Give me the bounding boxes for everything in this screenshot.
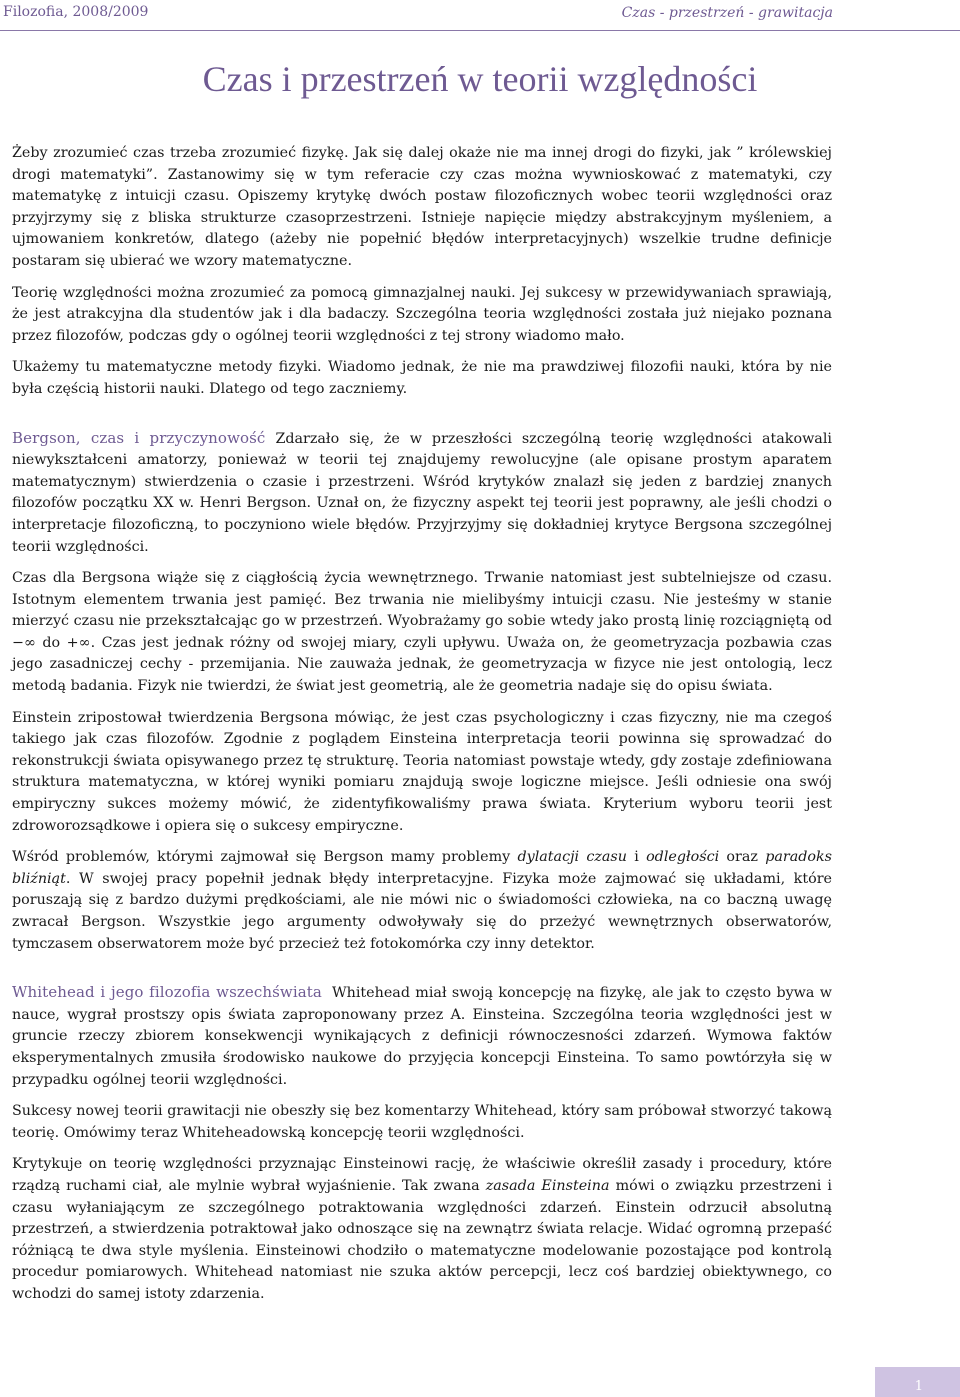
section-whitehead-paragraph-2: Sukcesy nowej teorii grawitacji nie obeszły się bez komentarzy Whitehead, który sam próbował stworzyć takową teorię. Omówimy teraz Whiteheadowską koncepcję teorii względności. [12,1103,832,1141]
text-run: mówi o związku przestrzeni i czasu wyłaniającym ze szczególnego potraktowania względności zdarzeń. Einstein odrzucił absolutną przestrzeń, a stwierdzenia potraktował jako odnoszące się na zewnątrz świata relacje. Widać ogromną przepaść różniącą te dwa style myślenia. Einsteinowi chodziło o matematyczne modelowanie pozostające pod kontrolą procedur pomiarowych. Whitehead natomiast nie szuka aktów percepcji, lecz coś bardziej obiektywnego, co wchodzi do samej istoty zdarzenia. [12,1177,832,1302]
page-number: 1 [914,1379,923,1394]
emphasis-term: paradoks bliźniąt [12,849,832,887]
text-run: Krytykuje on teorię względności przyznając Einsteinowi rację, że właściwie określił zasady i procedury, które rządzą ruchami ciał, ale mylnie wybrał wyjaśnienie. Tak zwana [12,1156,832,1194]
emphasis-term: odległości [646,849,720,866]
text-run: . W swojej pracy popełnił jednak błędy interpretacyjne. Fizyka może zajmować się układami, które poruszają się z bardzo dużymi prędkościami, ale nie mówi nic o świadomości człowieka, na co baczną uwagę zwracał Bergson. Wszystkie jego argumenty odwoływały się do przeżyć wewnętrznych obserwatorów, tymczasem obserwatorem może być przecież też fotokomórka czy inny detektor. [12,870,832,952]
section-bergson-paragraph-1 [12,428,832,559]
document-title: Czas i przestrzeń w teorii względności [202,59,758,99]
emphasis-term: dylatacji czasu [517,849,627,866]
intro-paragraph-1: Żeby zrozumieć czas trzeba zrozumieć fizykę. Jak się dalej okaże nie ma innej drogi do fizyki, jak ” królewskiej drogi matematyki”. Zastanowimy się w tym referacie czy czas można wywnioskować z matematyki, czy matematykę z intuicji czasu. Opiszemy krytykę dwóch postaw filozoficznych wobec teorii względności oraz przyjrzymy się z bliska strukturze czasoprzestrzeni. Istnieje napięcie między abstrakcyjnym myśleniem, a ujmowaniem konkretów, dlatego (ażeby nie popełnić błędów interpretacyjnych) wszelkie trudne definicje postaram się ubierać we wzory matematyczne. [12,145,832,269]
header-rule [0,30,960,31]
intro-paragraph-2: Teorię względności można zrozumieć za pomocą gimnazjalnej nauki. Jej sukcesy w przewidywaniach sprawiają, że jest atrakcyjna dla studentów jak i dla badaczy. Szczególna teoria względności została już niejako poznana przez filozofów, podczas gdy o ogólnej teorii względności z tej strony wiadomo mało. [12,284,832,344]
text-run: i [626,849,647,866]
section-whitehead-paragraph-3 [12,1154,832,1305]
header-topic: Czas - przestrzeń - grawitacja [621,5,833,21]
page-number-box [875,1367,960,1397]
document-body [12,143,832,1316]
text-run: Wśród problemów, którymi zajmował się Bergson mamy problemy [12,849,518,866]
section-bergson-paragraph-4 [12,847,832,955]
running-header [0,2,960,24]
section-whitehead-text-1: Whitehead miał swoją koncepcję na fizykę, ale jak to często bywa w nauce, wygrał prostszy opis świata zaproponowany przez A. Einsteina. Szczególna teoria względności jest w gruncie rzeczy zbiorem konsekwencji wynikających z definicji równoczesności zdarzeń. Wymowa faktów eksperymentalnych zmusiła środowisko naukowe do przyjęcia koncepcji Einsteina. To samo powtórzyła się w przypadku ogólnej teorii względności. [12,985,832,1088]
section-bergson-paragraph-3: Einstein zripostował twierdzenia Bergsona mówiąc, że jest czas psychologiczny i czas fizyczny, nie ma czegoś takiego jak czas filozofów. Zgodnie z poglądem Einsteina interpretacja teorii powinna się sprowadzać do rekonstrukcji świata opisywanego przez tę strukturę. Teoria natomiast powstaje wtedy, gdy zostaje zdefiniowana struktura matematyczna, w której wyniki pomiaru znajdują swoje logiczne miejsce. Jeśli odniesie ona swój empiryczny sukces możemy mówić, że zidentyfikowaliśmy prawa świata. Kryterium wyboru teorii jest zdroworozsądkowe i opiera się o sukcesy empiryczne. [12,709,832,834]
section-bergson-text-1: Zdarzało się, że w przeszłości szczególną teorię względności atakowali niewykształceni amatorzy, ponieważ w teorii tej znajdujemy rewolucyjne (ale opisane prostym aparatem matematycznym) stwierdzenia o czasie i przestrzeni. Wśród krytyków znalazł się jeden z bardziej znanych filozofów początku XX w. Henri Bergson. Uznał on, że fizyczny aspekt tej teorii jest poprawny, ale jeśli chodzi o interpretacje filozoficzną, to poczyniono wiele błędów. Przyjrzyjmy się dokładniej krytyce Bergsona szczególnej teorii względności. [12,430,832,555]
section-title-bergson: Bergson, czas i przyczynowość [12,428,266,447]
emphasis-term: zasada Einsteina [485,1177,610,1194]
section-whitehead-paragraph-1 [12,982,832,1091]
section-title-whitehead: Whitehead i jego filozofia wszechświata [12,983,322,1002]
section-bergson-paragraph-2: Czas dla Bergsona wiąże się z ciągłością życia wewnętrznego. Trwanie natomiast jest subtelniejsze od czasu. Istotnym elementem trwania jest pamięć. Bez trwania nie mielibyśmy intuicji czasu. Nie jesteśmy w stanie mierzyć czasu nie przekształcając go w przestrzeń. Wyobrażamy go sobie wtedy jako prostą linię rozciągniętą od −∞ do +∞. Czas jest jednak różny od swojej miary, czyli upływu. Uważa on, że geometryzacja pozbawia czas jego zasadniczej cechy - przemijania. Nie zauważa jednak, że geometryzacja w fizyce nie jest ontologią, lecz metodą badania. Fizyk nie twierdzi, że świat jest geometrią, ale że geometria nadaje się do opisu świata. [12,570,832,695]
header-course: Filozofia, 2008/2009 [3,4,149,20]
intro-paragraph-3: Ukażemy tu matematyczne metody fizyki. Wiadomo jednak, że nie ma prawdziwej filozofii nauki, która by nie była częścią historii nauki. Dlatego od tego zaczniemy. [12,359,832,397]
text-run: oraz [719,849,766,866]
